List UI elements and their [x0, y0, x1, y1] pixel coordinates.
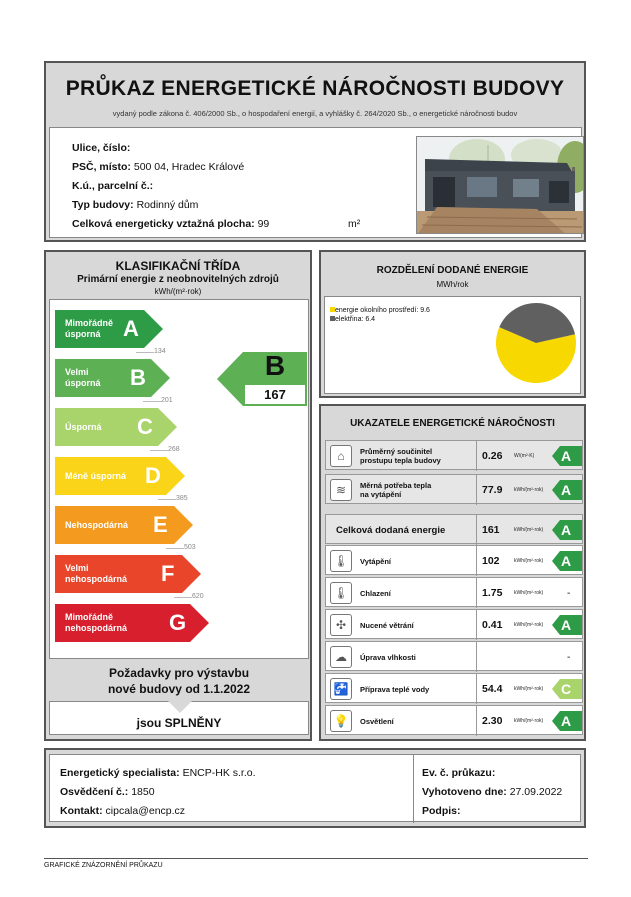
grade-arrow-g	[55, 604, 209, 642]
distribution-panel	[324, 296, 581, 394]
issued-row: Vyhotoveno dne: 27.09.2022	[422, 786, 563, 798]
indicator-row	[325, 609, 583, 639]
threshold-value: 201	[161, 397, 173, 404]
grade-letter: G	[169, 610, 187, 635]
certificate-value: 1850	[131, 786, 155, 798]
grade-scale-panel	[49, 299, 309, 659]
result-letter: B	[264, 350, 286, 381]
grade-label: Velmi úsporná	[65, 367, 101, 388]
grade-arrow-a	[55, 310, 163, 348]
indicator-row	[325, 545, 583, 575]
indicator-row	[325, 673, 583, 703]
result-arrow	[217, 352, 307, 406]
requirement-result-box	[49, 701, 309, 735]
classification-frame	[44, 250, 312, 741]
classification-unit: kWh/(m²·rok)	[154, 287, 202, 296]
grade-letter: E	[153, 512, 168, 537]
indicator-row	[325, 474, 583, 504]
grade-label: Nehospodárná	[65, 519, 129, 530]
indicator-row	[325, 514, 583, 544]
building-photo	[416, 136, 584, 234]
indicators-title: UKAZATELE ENERGETICKÉ NÁROČNOSTI	[350, 418, 555, 429]
legend-item-ambient: energie okolního prostředí: 9.6	[330, 307, 430, 314]
indicator-grade-badge: A	[552, 446, 582, 466]
bottom-rule	[44, 858, 588, 859]
indicator-value: 54.4	[482, 683, 503, 695]
threshold-line	[143, 401, 161, 402]
grade-label: Mimořádně úsporná	[65, 318, 114, 339]
indicator-grade-badge: A	[552, 615, 582, 635]
distribution-pie-chart	[492, 299, 580, 387]
grade-letter: C	[137, 414, 153, 439]
indicator-grade-badge: A	[552, 711, 582, 731]
distribution-unit: MWh/rok	[436, 280, 469, 289]
contact-row: Kontakt: cipcala@encp.cz	[60, 805, 186, 817]
threshold-line	[166, 548, 184, 549]
area-unit: m²	[348, 218, 361, 230]
indicator-unit: kWh/(m²·rok)	[514, 487, 544, 493]
threshold-value: 134	[154, 348, 166, 355]
indicator-value: 1.75	[482, 587, 503, 599]
indicator-unit: kWh/(m²·rok)	[514, 686, 544, 692]
indicators-frame	[319, 404, 586, 741]
header-frame	[44, 61, 586, 242]
grade-letter: D	[145, 463, 161, 488]
indicator-name: Osvětlení	[360, 716, 394, 726]
area-row: Celková energeticky vztažná plocha: 99	[72, 218, 270, 230]
indicator-name: Průměrný součinitel prostupu tepla budovy	[360, 447, 441, 465]
indicator-row	[325, 577, 583, 607]
indicator-grade-badge: A	[552, 480, 582, 500]
indicator-unit: kWh/(m²·rok)	[514, 527, 544, 533]
grade-letter: F	[161, 561, 175, 586]
indicator-grade-badge: A	[552, 520, 582, 540]
building-type-value: Rodinný dům	[136, 199, 199, 211]
indicator-unit: kWh/(m²·rok)	[514, 718, 544, 724]
house-icon: ⌂	[330, 445, 352, 467]
issued-value: 27.09.2022	[509, 786, 563, 798]
signature-row: Podpis:	[422, 805, 461, 817]
indicator-name: Měrná potřeba tepla na vytápění	[360, 481, 432, 499]
requirement-result: jsou SPLNĚNY	[136, 716, 222, 730]
indicator-grade-none: -	[567, 651, 571, 663]
indicator-value: 2.30	[482, 715, 503, 727]
cooling-thermometer-icon: 🌡	[330, 582, 352, 604]
indicator-grade-badge: C	[552, 679, 582, 699]
indicator-row	[325, 440, 583, 470]
classification-title: KLASIFIKAČNÍ TŘÍDA	[115, 259, 241, 273]
legend-item-electricity: elektřina: 6.4	[330, 316, 375, 323]
water-tap-icon: 🚰	[330, 678, 352, 700]
grade-arrow-b	[55, 359, 170, 397]
indicator-value: 102	[482, 555, 500, 567]
indicator-row	[325, 705, 583, 735]
threshold-line	[174, 597, 192, 598]
page-title: PRŮKAZ ENERGETICKÉ NÁROČNOSTI BUDOVY	[65, 77, 565, 100]
indicator-unit: kWh/(m²·rok)	[514, 558, 544, 564]
psc-row: PSČ, místo: 500 04, Hradec Králové	[72, 161, 245, 173]
indicator-value: 0.26	[482, 450, 503, 462]
ku-row: K.ú., parcelní č.:	[72, 180, 154, 192]
indicator-grade-badge: A	[552, 551, 582, 571]
certificate-row: Osvědčení č.: 1850	[60, 786, 155, 798]
page-subtitle: vydaný podle zákona č. 406/2000 Sb., o hospodaření energií, a vyhlášky č. 264/2020 Sb., o energetické náročnosti budov	[112, 109, 518, 118]
requirements-box	[49, 661, 309, 701]
indicator-name: Úprava vlhkosti	[360, 652, 416, 662]
threshold-line	[136, 352, 154, 353]
indicator-value: 161	[482, 524, 500, 536]
grade-label: Úsporná	[65, 421, 102, 432]
specialist-value: ENCP-HK s.r.o.	[182, 767, 256, 779]
building-type-row: Typ budovy: Rodinný dům	[72, 199, 199, 211]
indicator-name: Chlazení	[360, 588, 391, 598]
heating-thermometer-icon: 🌡	[330, 550, 352, 572]
threshold-value: 503	[184, 544, 196, 551]
threshold-value: 385	[176, 495, 188, 502]
threshold-value: 268	[168, 446, 180, 453]
fan-icon: ✣	[330, 614, 352, 636]
indicator-name: Vytápění	[360, 556, 391, 566]
indicator-row	[325, 641, 583, 671]
indicator-name: Nucené větrání	[360, 620, 414, 630]
indicator-name: Celková dodaná energie	[336, 524, 446, 536]
indicator-value: 0.41	[482, 619, 503, 631]
indicator-grade-none: -	[567, 587, 571, 599]
contact-value: cipcala@encp.cz	[105, 805, 186, 817]
footer-panel	[49, 754, 581, 822]
indicator-unit: kWh/(m²·rok)	[514, 590, 544, 596]
indicator-unit: W/(m²·K)	[514, 453, 535, 459]
psc-value: 500 04, Hradec Králové	[133, 161, 245, 173]
ev-row: Ev. č. průkazu:	[422, 767, 496, 779]
indicator-value: 77.9	[482, 484, 503, 496]
street-row: Ulice, číslo:	[72, 142, 131, 154]
grade-label: Mimořádně nehospodárná	[65, 612, 128, 633]
building-info-panel	[49, 127, 582, 238]
requirement-line1: Požadavky pro výstavbu	[108, 666, 250, 680]
light-bulb-icon: 💡	[330, 710, 352, 732]
distribution-frame	[319, 250, 586, 398]
grade-arrow-e	[55, 506, 193, 544]
grade-arrow-c	[55, 408, 177, 446]
threshold-line	[150, 450, 168, 451]
bottom-note: GRAFICKÉ ZNÁZORNĚNÍ PRŮKAZU	[44, 862, 163, 869]
classification-subtitle: Primární energie z neobnovitelných zdrojů	[77, 274, 279, 285]
indicator-name: Příprava teplé vody	[360, 684, 430, 694]
footer-frame	[44, 748, 586, 828]
threshold-value: 620	[192, 593, 204, 600]
heat-waves-icon: ≋	[330, 479, 352, 501]
indicator-unit: kWh/(m²·rok)	[514, 622, 544, 628]
humidity-icon: ☁	[330, 646, 352, 668]
grade-arrow-d	[55, 457, 185, 495]
grade-letter: A	[123, 316, 139, 341]
specialist-row: Energetický specialista: ENCP-HK s.r.o.	[60, 767, 256, 779]
grade-arrow-f	[55, 555, 201, 593]
distribution-title: ROZDĚLENÍ DODANÉ ENERGIE	[376, 265, 529, 276]
area-value: 99	[257, 218, 270, 230]
requirement-line2: nové budovy od 1.1.2022	[107, 682, 251, 696]
grade-label: Velmi nehospodárná	[65, 563, 128, 584]
threshold-line	[158, 499, 176, 500]
grade-label: Méně úsporná	[65, 470, 127, 481]
grade-letter: B	[130, 365, 146, 390]
result-value: 167	[264, 387, 286, 402]
